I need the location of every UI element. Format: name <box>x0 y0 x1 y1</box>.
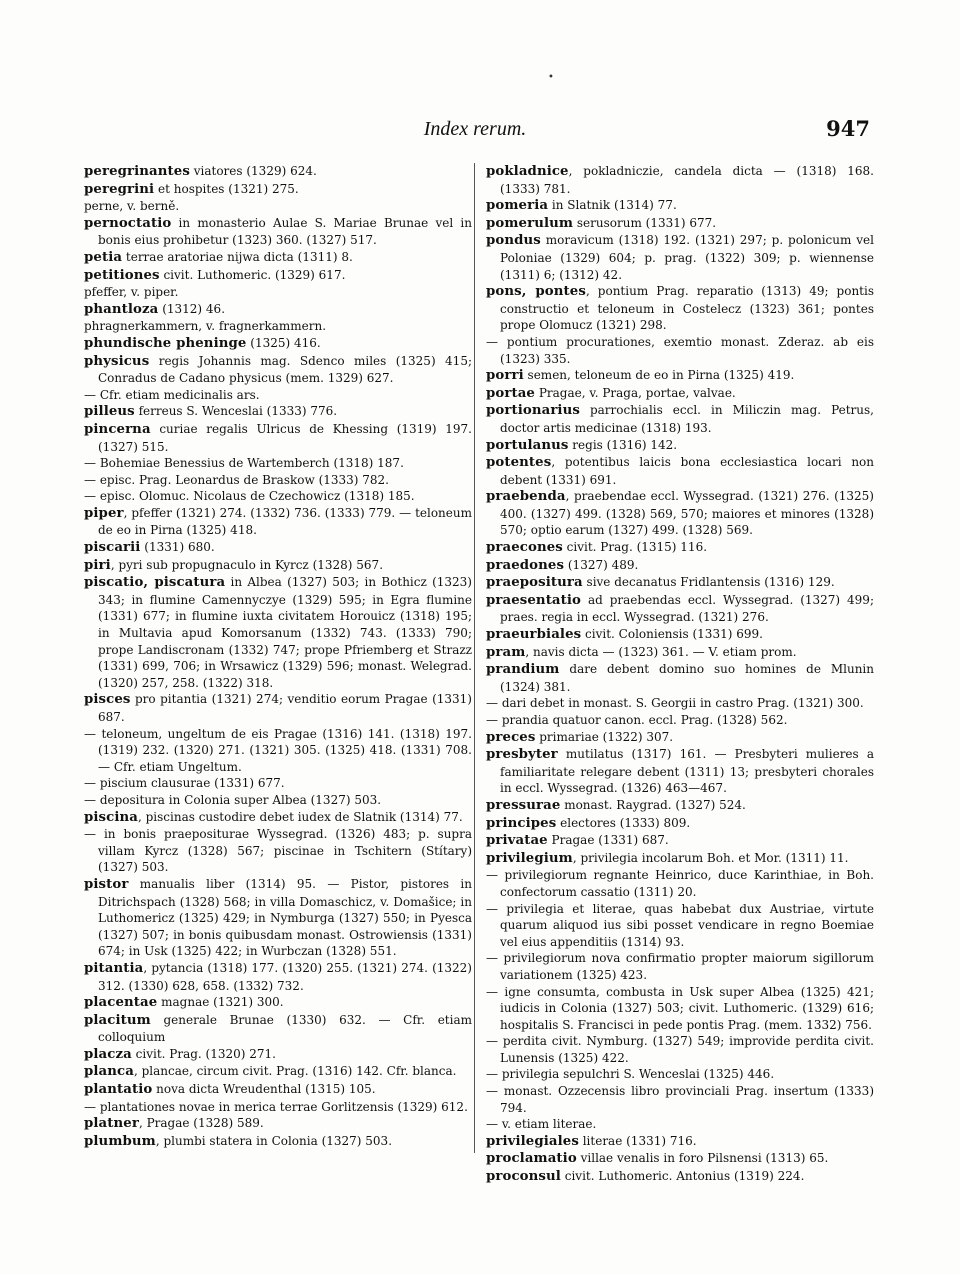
index-entry <box>84 181 472 199</box>
index-entry <box>84 455 472 472</box>
entry-text: in Slatnik (1314) 77. <box>548 198 677 213</box>
entry-text: — depositura in Colonia super Albea (1327) 503. <box>84 792 382 807</box>
entry-text: — privilegiorum nova confirmatio propter maiorum sigillorum variationem (1325) 423. <box>486 951 874 982</box>
entry-lemma: portulanus <box>486 437 569 453</box>
entry-text: nova dicta Wreudenthal (1315) 105. <box>152 1082 376 1097</box>
entry-lemma: pons, pontes <box>486 284 586 300</box>
entry-text: pro pitantia (1321) 274; venditio eorum Pragae (1331) 687. <box>98 692 472 724</box>
entry-lemma: privilegium <box>486 850 573 866</box>
entry-text: (1327) 489. <box>564 557 639 572</box>
index-entry <box>486 574 874 592</box>
index-entry <box>486 984 874 1034</box>
index-entry <box>486 539 874 557</box>
entry-lemma: pokladnice <box>486 164 569 179</box>
index-entry <box>486 1168 874 1186</box>
entry-lemma: principes <box>486 815 557 831</box>
entry-lemma: piscina <box>84 809 138 825</box>
entry-text: , Pragae (1328) 589. <box>138 1116 264 1131</box>
index-entry <box>486 950 874 983</box>
right-column <box>486 163 874 1186</box>
entry-lemma: pincerna <box>84 421 151 437</box>
index-entry <box>486 644 874 662</box>
index-entry <box>486 197 874 215</box>
entry-lemma: phundische pheninge <box>84 335 247 351</box>
entry-text: — privilegiorum regnante Heinrico, duce Karinthiae, in Boh. confectorum cassatio (1311) 20. <box>486 868 874 899</box>
index-entry <box>486 1150 874 1168</box>
index-entry <box>84 284 472 301</box>
entry-text: electores (1333) 809. <box>556 815 691 830</box>
entry-text: civit. Coloniensis (1331) 699. <box>581 627 763 642</box>
entry-lemma: pitantia <box>84 960 144 976</box>
index-entry <box>486 402 874 436</box>
entry-text: — Cfr. etiam medicinalis ars. <box>84 387 260 402</box>
entry-lemma: phantloza <box>84 301 159 317</box>
entry-lemma: pomeria <box>486 198 549 214</box>
index-entry <box>84 1046 472 1064</box>
entry-text: civit. Prag. (1315) 116. <box>562 540 708 555</box>
index-entry <box>486 815 874 833</box>
entry-text: Pragae, v. Praga, portae, valvae. <box>535 385 736 400</box>
entry-text: — monast. Ozzecensis libro provinciali Prag. insertum (1333) 794. <box>486 1084 874 1115</box>
index-entry <box>486 592 874 626</box>
index-entry <box>84 809 472 827</box>
index-entry <box>84 1012 472 1046</box>
index-entry <box>486 367 874 385</box>
entry-text: — v. etiam literae. <box>486 1117 597 1132</box>
index-entry <box>84 1081 472 1099</box>
entry-lemma: praecones <box>486 540 563 556</box>
index-entry <box>486 746 874 797</box>
entry-lemma: petia <box>84 249 123 265</box>
entry-text: , pytancia (1318) 177. (1320) 255. (1321) 274. (1322) 312. (1330) 628, 658. (1332) 732. <box>98 960 472 993</box>
entry-text: regis (1316) 142. <box>568 437 678 452</box>
entry-text: civit. Luthomeric. Antonius (1319) 224. <box>560 1169 805 1184</box>
index-entry <box>84 775 472 792</box>
ink-mark: • <box>548 72 554 83</box>
index-entry <box>84 557 472 575</box>
index-entry <box>84 488 472 505</box>
left-column <box>84 163 472 1150</box>
entry-text: mutilatus (1317) 161. — Presbyteri mulieres a familiaritate relegare debent (1311) 13; presbyteri chorales in eccl. Wyssegrad. (1326) 463—467. <box>500 747 874 796</box>
entry-text: — episc. Prag. Leonardus de Braskow (1333) 782. <box>84 472 389 487</box>
entry-lemma: plantatio <box>84 1082 153 1098</box>
entry-lemma: privilegiales <box>486 1133 579 1149</box>
index-entry <box>486 334 874 367</box>
entry-text: — perdita civit. Nymburg. (1327) 549; improvide perdita civit. Lunensis (1325) 422. <box>486 1034 874 1065</box>
index-entry <box>84 335 472 353</box>
index-entry <box>84 318 472 335</box>
entry-text: , piscinas custodire debet iudex de Slatnik (1314) 77. <box>137 809 463 824</box>
entry-text: generale Brunae (1330) 632. — Cfr. etiam colloquium <box>98 1012 472 1045</box>
entry-text: viatores (1329) 624. <box>189 164 317 178</box>
entry-lemma: placentae <box>84 995 158 1011</box>
entry-text: — pontium procurationes, exemtio monast. Zderaz. ab eis (1323) 335. <box>486 334 874 366</box>
index-entry <box>84 353 472 387</box>
index-entry <box>486 1083 874 1116</box>
index-entry <box>486 661 874 695</box>
index-entry <box>84 198 472 215</box>
entry-lemma: porri <box>486 368 524 384</box>
index-entry <box>84 1099 472 1116</box>
entry-text: — privilegia sepulchri S. Wenceslai (1325) 446. <box>486 1067 775 1082</box>
index-entry <box>486 557 874 575</box>
entry-text: — in bonis praepositurae Wyssegrad. (1326) 483; p. supra villam Kyrcz (1328) 567; piscinae in Tschitern (Stítary) (1327) 503. <box>84 827 472 875</box>
entry-lemma: praesentatio <box>486 592 582 608</box>
entry-text: Pragae (1331) 687. <box>547 833 669 848</box>
entry-text: in monasterio Aulae S. Mariae Brunae vel in bonis eius prohibetur (1323) 360. (1327) 517. <box>98 215 472 248</box>
entry-text: , pokladniczie, candela dicta — (1318) 168. (1333) 781. <box>500 164 874 196</box>
entry-text: — piscium clausurae (1331) 677. <box>84 776 285 791</box>
entry-text: civit. Prag. (1320) 271. <box>131 1046 276 1061</box>
entry-lemma: privatae <box>486 833 548 849</box>
entry-lemma: portionarius <box>486 403 580 419</box>
entry-lemma: piscarii <box>84 540 141 556</box>
entry-lemma: praeurbiales <box>486 627 582 643</box>
entry-text: , praebendae eccl. Wyssegrad. (1321) 276. (1325) 400. (1327) 499. (1328) 569, 570; maiores et minores (1328) 570; optio earum (1327) 499. (1328) 569. <box>500 489 874 538</box>
entry-text: (1312) 46. <box>158 301 226 316</box>
entry-text: ferreus S. Wenceslai (1333) 776. <box>134 404 338 419</box>
entry-text: — Bohemiae Benessius de Wartemberch (1318) 187. <box>84 456 404 471</box>
index-entry <box>486 1116 874 1133</box>
entry-text: pfeffer, v. piper. <box>84 285 179 300</box>
entry-text: manualis liber (1314) 95. — Pistor, pistores in Ditrichspach (1328) 568; in villa Domaschicz, v. Domašice; in Luthomericz (1325) 429; in Nymburga (1327) 550; in Pyesca (1327) 507; in bonis quibusdam monast. Ostrowiensis (1331) 674; in Usk (1325) 422; in Wurbczan (1328) 551. <box>98 876 472 959</box>
page-number: 947 <box>826 116 870 141</box>
entry-text: serusorum (1331) 677. <box>573 215 717 230</box>
entry-text: — igne consumta, combusta in Usk super Albea (1325) 421; iudicis in Colonia (1327) 503; civit. Luthomeric. (1329) 616; hospitalis S. Francisci in pede pontis Prag. (mem. 1332) 756. <box>486 984 874 1032</box>
index-entry <box>84 215 472 249</box>
entry-lemma: plumbum <box>84 1133 156 1149</box>
index-entry <box>84 163 472 181</box>
entry-text: , pfeffer (1321) 274. (1332) 736. (1333) 779. — teloneum de eo in Pirna (1325) 418. <box>98 505 472 538</box>
entry-lemma: potentes <box>486 455 552 471</box>
entry-lemma: placza <box>84 1046 132 1062</box>
entry-lemma: presbyter <box>486 747 558 763</box>
entry-text: regis Johannis mag. Sdenco miles (1325) 415; Conradus de Cadano physicus (mem. 1329) 627. <box>98 353 472 386</box>
index-entry <box>486 215 874 233</box>
entry-text: — privilegia et literae, quas habebat dux Austriae, virtute quarum aliquod ius sibi posset vendicare in regno Boemiae vel eius appenditiis (1314) 93. <box>486 901 874 949</box>
entry-lemma: pram <box>486 644 526 660</box>
index-entry <box>84 994 472 1012</box>
index-entry <box>486 1033 874 1066</box>
entry-text: (1331) 680. <box>140 540 215 555</box>
entry-text: — dari debet in monast. S. Georgii in castro Prag. (1321) 300. <box>486 696 864 711</box>
index-entry <box>84 1063 472 1081</box>
page-header <box>80 114 870 144</box>
index-entry <box>486 454 874 488</box>
entry-text: ad praebendas eccl. Wyssegrad. (1327) 499; praes. regia in eccl. Wyssegrad. (1321) 276. <box>500 592 874 625</box>
entry-text: in Albea (1327) 503; in Bothicz (1323) 343; in flumine Camennyczye (1329) 595; in Egra flumine (1331) 677; in flumine iuxta civitatem Horouicz (1318) 195; in Multavia apud Komorsanum (1332) 743. (1333) 790; prope Landiscronam (1332) 747; prope Pfriemberg et Strazz (1331) 699, 706; in Wrsawicz (1329) 596; monast. Welegrad. (1320) 257, 258. (1322) 318. <box>98 575 472 690</box>
index-entry <box>84 826 472 876</box>
entry-text: — episc. Olomuc. Nicolaus de Czechowicz (1318) 185. <box>84 489 415 504</box>
index-entry <box>486 832 874 850</box>
index-entry <box>84 876 472 960</box>
entry-lemma: petitiones <box>84 267 160 283</box>
entry-text: villae venalis in foro Pilsnensi (1313) 65. <box>576 1151 829 1166</box>
index-entry <box>84 505 472 539</box>
entry-text: literae (1331) 716. <box>578 1133 697 1148</box>
entry-text: curiae regalis Ulricus de Khessing (1319) 197. (1327) 515. <box>98 421 472 454</box>
entry-text: moravicum (1318) 192. (1321) 297; p. polonicum vel Poloniae (1329) 604; p. prag. (1322) 309; p. wiennense (1311) 6; (1312) 42. <box>500 233 874 282</box>
entry-text: phragnerkammern, v. fragnerkammern. <box>84 319 327 334</box>
index-entry <box>486 283 874 334</box>
entry-lemma: pomerulum <box>486 215 574 231</box>
entry-text: , privilegia incolarum Boh. et Mor. (1311) 11. <box>572 850 849 865</box>
index-entry <box>84 960 472 994</box>
entry-text: semen, teloneum de eo in Pirna (1325) 419. <box>523 368 795 383</box>
index-entry <box>84 267 472 285</box>
entry-lemma: portae <box>486 385 535 401</box>
entry-text: , pyri sub propugnaculo in Kyrcz (1328) 567. <box>110 557 384 572</box>
index-entry <box>486 1066 874 1083</box>
entry-text: , potentibus laicis bona ecclesiastica locari non debent (1331) 691. <box>500 455 874 487</box>
entry-lemma: placitum <box>84 1012 151 1028</box>
entry-lemma: piscatio, piscatura <box>84 575 226 591</box>
entry-text: terrae aratoriae nijwa dicta (1311) 8. <box>122 249 353 264</box>
entry-lemma: proclamatio <box>486 1151 577 1167</box>
index-entry <box>486 385 874 403</box>
index-entry <box>84 726 472 776</box>
index-entry <box>84 539 472 557</box>
index-entry <box>84 1133 472 1151</box>
entry-text: , plumbi statera in Colonia (1327) 503. <box>155 1133 393 1148</box>
index-entry <box>84 403 472 421</box>
entry-text: magnae (1321) 300. <box>157 995 284 1010</box>
running-title: Index rerum. <box>423 118 527 140</box>
index-entry <box>486 695 874 712</box>
entry-lemma: pondus <box>486 233 541 249</box>
entry-text: perne, v. berně. <box>84 199 180 214</box>
index-entry <box>84 472 472 489</box>
index-entry <box>486 437 874 455</box>
entry-text: , navis dicta — (1323) 361. — V. etiam prom. <box>525 644 797 659</box>
entry-text: primariae (1322) 307. <box>535 729 674 744</box>
index-entry <box>84 1115 472 1133</box>
index-entry <box>486 626 874 644</box>
index-entry <box>84 574 472 691</box>
entry-text: dare debent domino suo homines de Mlunin (1324) 381. <box>500 662 874 694</box>
index-entry <box>84 691 472 725</box>
entry-text: , pontium Prag. reparatio (1313) 49; pontis constructio et teloneum in Costelecz (1323) 361; pontes prope Olomucz (1321) 298. <box>500 284 874 333</box>
entry-text: (1325) 416. <box>246 335 321 350</box>
index-entry <box>84 421 472 455</box>
entry-text: sive decanatus Fridlantensis (1316) 129. <box>582 575 835 590</box>
entry-text: et hospites (1321) 275. <box>154 181 299 196</box>
entry-lemma: pressurae <box>486 797 561 813</box>
index-entry <box>486 729 874 747</box>
entry-lemma: peregrinantes <box>84 164 190 179</box>
index-entry <box>486 232 874 283</box>
entry-lemma: pisces <box>84 692 131 708</box>
entry-lemma: preces <box>486 729 536 745</box>
column-divider <box>474 163 475 1153</box>
entry-text: — plantationes novae in merica terrae Gorlitzensis (1329) 612. <box>84 1099 468 1114</box>
entry-lemma: pistor <box>84 876 129 892</box>
index-entry <box>84 301 472 319</box>
index-entry <box>84 792 472 809</box>
index-entry <box>486 797 874 815</box>
entry-lemma: peregrini <box>84 181 155 197</box>
index-entry <box>486 488 874 539</box>
entry-lemma: prandium <box>486 662 560 678</box>
entry-lemma: planca <box>84 1064 134 1080</box>
index-entry <box>84 249 472 267</box>
index-entry <box>486 901 874 951</box>
entry-lemma: praepositura <box>486 575 583 591</box>
index-entry <box>486 712 874 729</box>
entry-lemma: platner <box>84 1116 139 1132</box>
entry-text: monast. Raygrad. (1327) 524. <box>560 797 746 812</box>
entry-lemma: physicus <box>84 353 150 369</box>
entry-lemma: piper <box>84 505 124 521</box>
entry-text: parrochialis eccl. in Miliczin mag. Petrus, doctor artis medicinae (1318) 193. <box>500 403 874 435</box>
entry-text: — teloneum, ungeltum de eis Pragae (1316) 141. (1318) 197. (1319) 232. (1320) 271. (1321) 305. (1325) 418. (1331) 708. — Cfr. etiam Ungeltum. <box>84 726 472 774</box>
index-entry <box>486 163 874 197</box>
entry-lemma: proconsul <box>486 1169 561 1185</box>
entry-lemma: pilleus <box>84 404 135 420</box>
entry-text: — prandia quatuor canon. eccl. Prag. (1328) 562. <box>486 713 788 727</box>
entry-lemma: pernoctatio <box>84 215 172 231</box>
entry-lemma: praedones <box>486 557 565 573</box>
index-entry <box>486 867 874 900</box>
entry-lemma: piri <box>84 557 111 573</box>
entry-lemma: praebenda <box>486 489 566 505</box>
entry-text: , plancae, circum civit. Prag. (1316) 142. Cfr. blanca. <box>133 1064 457 1079</box>
index-entry <box>84 387 472 404</box>
index-entry <box>486 1133 874 1151</box>
index-entry <box>486 850 874 868</box>
entry-text: civit. Luthomeric. (1329) 617. <box>159 267 346 282</box>
